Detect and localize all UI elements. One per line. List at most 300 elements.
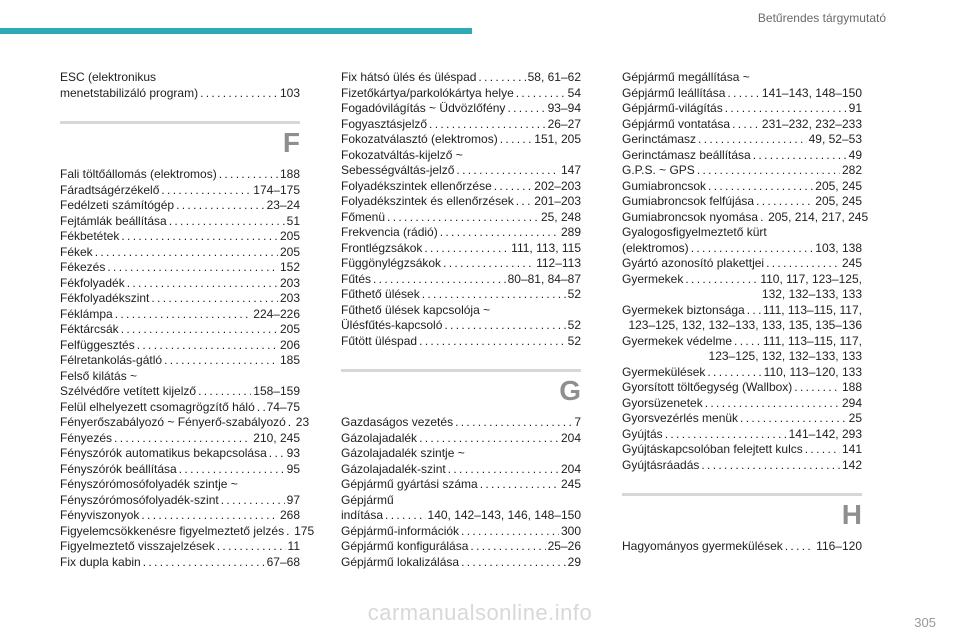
index-entry-label: Gerinctámasz [622,132,697,146]
leader-dots [286,524,292,540]
index-entry-pages: 245 [841,256,862,270]
index-entry-row [622,442,862,458]
leader-dots [217,539,286,555]
index-entry-pages: 23 [295,415,310,429]
index-entry-pages: 52 [567,287,581,301]
index-entry-pages: 147 [560,163,581,177]
index-entry [60,508,300,524]
index-entry-heading: Fényszórómosófolyadék szintje ~ [60,477,238,491]
leader-dots [470,539,545,555]
leader-dots [734,334,761,350]
leader-dots [424,241,509,257]
index-entry-row [60,86,300,102]
index-entry [622,86,862,102]
index-entry-row [60,539,300,555]
index-entry-row [622,179,862,195]
index-entry-heading: Gyalogosfigyelmeztető kürt [622,225,767,239]
leader-dots [288,415,294,431]
index-entry [60,322,300,338]
index-entry [622,334,862,365]
index-entry-label: Fogadóvilágítás ~ Üdvözlőfény [341,101,506,115]
index-entry [341,179,581,195]
index-entry-pages: 54 [567,85,581,100]
index-entry [341,477,581,493]
index-entry-pages: 80–81, 84–87 [507,271,581,286]
leader-dots [691,241,814,257]
index-entry-label: Fizetőkártya/parkolókártya helye [341,85,514,100]
index-entry-pages: 93 [286,446,300,460]
index-entry [60,338,300,354]
leader-dots [219,167,278,183]
index-entry-label: Gyújtásráadás [622,457,700,472]
index-entry [622,427,862,443]
leader-dots [794,380,840,396]
index-entry-row [341,431,581,447]
index-column-2 [341,70,581,570]
index-entry-row [60,260,300,276]
index-entry [60,198,300,214]
index-entry-row [341,272,581,288]
index-entry [60,446,300,462]
leader-dots [461,524,559,540]
index-entry-label: Fokozatválasztó (elektromos) [341,132,498,146]
index-entry-row [341,334,581,350]
index-entry-pages: 206 [279,337,300,352]
index-entry-label: Gépjármű leállítása [622,85,726,100]
index-entry [622,209,869,226]
leader-dots [740,411,847,427]
index-entry [60,539,300,555]
index-entry-pages: 111, 113, 115 [511,240,581,255]
index-column-1 [60,70,315,570]
index-entry-heading: Gépjármű [341,492,394,507]
index-entry-row [60,229,300,245]
index-entry [341,493,581,524]
index-entry [622,442,862,458]
index-entry-row [622,411,862,427]
leader-dots [176,198,265,214]
leader-dots [95,245,278,261]
index-entry-label: Szélvédőre vetített kijelző [60,384,197,398]
index-entry-label: Félretankolás-gátló [60,353,163,367]
index-entry-row [60,493,300,509]
leader-dots [387,210,539,226]
index-entry-pages: 25 [848,411,862,425]
index-entry-row [60,353,300,369]
index-entry [60,400,300,416]
index-entry-label: Féklámpa [60,306,113,321]
leader-dots [507,101,545,117]
index-entry-pages: 210, 245 [253,430,300,445]
index-entry-pages: 202–203 [534,178,581,193]
index-entry-label: Gázolajadalék [341,430,418,445]
index-entry-row [341,179,581,195]
index-entry-label: Gazdaságos vezetés [341,415,454,429]
index-entry-label: Függönylégzsákok [341,256,442,270]
index-entry [60,167,300,183]
header-accent-bar [0,28,472,34]
index-entry-label: Fényszórók beállítása [60,461,177,476]
leader-dots [114,431,251,447]
index-entry-label: Gépjármű lokalizálása [341,554,460,569]
index-entry-label: Gépjármű-információk [341,523,460,538]
index-entry-pages: 245 [560,477,581,491]
index-entry [60,415,310,431]
index-entry-label: Fényszórók automatikus bekapcsolása [60,446,267,460]
index-entry-label: (elektromos) [622,240,689,255]
index-entry-label: Gépjármű gyártási száma [341,477,478,491]
index-entry [60,70,300,101]
index-entry-label: Fényszórómosófolyadék-szint [60,492,219,507]
index-entry-row [341,256,581,272]
index-entry [341,101,581,117]
index-entry-pages: 91 [848,101,862,115]
index-entry [622,70,862,86]
index-entry-label: Ülésfűtés-kapcsoló [341,318,443,332]
leader-dots [419,334,566,350]
index-entry-row [341,477,581,493]
leader-dots [698,132,807,148]
index-entry [341,256,581,272]
index-entry-pages: 185 [279,353,300,367]
index-entry-row [341,194,581,210]
index-entry-row [622,458,862,474]
leader-dots [373,272,506,288]
index-entry [341,132,581,148]
leader-dots [257,400,265,416]
index-entry-label: Gyártó azonosító plakettjei [622,256,765,270]
index-entry-pages: 231–232, 232–233 [761,116,862,131]
index-entry-label: Gerinctámasz beállítása [622,147,751,162]
index-entry-row [341,101,581,117]
index-entry-pages: 205, 245 [815,194,862,208]
leader-dots [480,477,559,493]
index-entry [60,369,300,400]
leader-dots [785,539,814,555]
index-entry-label: Fékezés [60,260,106,274]
index-entry-row [60,384,300,400]
index-entry-label: Gépjármű vontatása [622,116,731,131]
index-entry [60,555,300,571]
index-entry-label: Figyelemcsökkenésre figyelmeztető jelzés [60,523,285,538]
index-entry-pages: 268 [279,508,300,522]
index-entry-label: Gyújtáskapcsolóban felejtett kulcs [622,442,803,456]
index-entry [341,225,581,241]
index-entry [622,539,862,555]
leader-dots [455,415,572,431]
index-entry-row [622,303,862,319]
index-entry-pages: 93–94 [547,101,581,115]
index-entry-row [341,70,581,86]
leader-dots [685,272,758,288]
leader-dots [727,86,760,102]
index-entry-label: Fényviszonyok [60,508,140,522]
index-entry-pages: 175 [294,523,315,538]
index-entry-row [60,555,300,571]
section-divider [60,121,300,161]
index-entry [622,272,862,303]
index-entry-pages: 203 [279,291,300,305]
section-divider [622,493,862,533]
index-entry-label: Gázolajadalék-szint [341,461,446,476]
leader-dots [151,291,278,307]
index-entry-row [622,101,862,117]
index-entry-pages: 51 [286,213,300,228]
leader-dots [756,194,813,210]
index-entry-row [622,148,862,164]
index-entry-pages: 289 [560,225,581,239]
index-entry-pages: 74–75 [266,399,300,414]
index-entry-pages: 103 [279,85,300,100]
index-entry [341,148,581,179]
index-entry-pages: 23–24 [266,198,300,212]
leader-dots [121,322,278,338]
index-entry [60,229,300,245]
leader-dots [760,210,766,226]
index-entry-row [60,508,300,524]
index-entry-pages-continued: 123–125, 132, 132–133, 133, 135, 135–136 [628,318,862,332]
index-entry-label: Frontlégzsákok [341,240,423,255]
index-entry-row [60,322,300,338]
index-entry-pages: 112–113 [536,256,581,270]
index-entry [622,163,862,179]
leader-dots [141,508,278,524]
index-entry-row [622,86,862,102]
leader-dots [419,431,559,447]
index-entry-pages: 140, 142–143, 146, 148–150 [427,508,581,522]
index-entry-pages: 52 [567,333,581,348]
index-entry [341,241,581,257]
leader-dots [747,303,761,319]
index-entry-heading: Gázolajadalék szintje ~ [341,446,465,460]
index-entry-pages: 49 [848,147,862,162]
index-entry [60,291,300,307]
section-letter: G [559,375,581,406]
index-entry-pages: 110, 113–120, 133 [763,364,862,379]
index-entry [341,446,581,477]
index-entry-row [60,245,300,261]
index-entry-label: Gépjármű-világítás [622,101,723,115]
index-entry-row [341,225,581,241]
index-entry-label: Gumiabroncsok felfújása [622,194,755,208]
index-entry-label: Fix dupla kabin [60,554,141,569]
index-entry [622,380,862,396]
index-entry-pages: 188 [841,380,862,394]
leader-dots [665,427,787,443]
index-entry [622,396,862,412]
index-entry [341,70,581,86]
leader-dots [753,148,847,164]
index-entry-label: Fékek [60,244,93,259]
leader-dots [115,307,252,323]
index-entry-pages: 25–26 [547,539,581,553]
index-entry-heading: Fokozatváltás-kijelző ~ [341,147,463,162]
index-entry-pages: 205, 214, 217, 245 [768,209,869,224]
index-entry-heading: ESC (elektronikus [60,70,157,84]
index-entry [60,462,300,478]
page-number: 305 [914,615,936,630]
index-entry-row [60,291,300,307]
index-entry-heading: Felső kilátás ~ [60,368,138,383]
index-entry-row [341,462,581,478]
index-entry-row [622,539,862,555]
index-entry [60,183,300,199]
index-entry-row [60,415,310,431]
index-entry-row [60,431,300,447]
index-entry-label: Fékfolyadék [60,275,125,290]
index-entry-label: Hagyományos gyermekülések [622,539,783,553]
index-entry-row [60,307,300,323]
index-entry [60,260,300,276]
index-entry-label: Frekvencia (rádió) [341,225,438,239]
index-entry [60,523,315,540]
index-entry-label: Fékfolyadékszint [60,291,150,305]
index-entry-pages: 204 [560,461,581,476]
index-entry-label: Folyadékszintek és ellenőrzések [341,194,514,208]
index-entry-label: indítása [341,508,384,522]
index-entry-pages: 205 [279,322,300,336]
index-entry-pages: 152 [279,260,300,274]
leader-dots [766,256,840,272]
index-entry-label: Fényerőszabályozó ~ Fényerő-szabályozó [60,415,286,429]
index-entry [341,117,581,133]
leader-dots [164,353,278,369]
index-entry-label: Felfüggesztés [60,337,135,352]
index-entry-row [341,117,581,133]
index-entry [622,194,862,210]
index-entry-pages: 158–159 [253,384,300,398]
index-entry-label: Gépjármű megállítása ~ [622,70,750,84]
index-entry-label: Fűtött üléspad [341,333,418,348]
leader-dots [443,256,534,272]
index-entry-label: Fali töltőállomás (elektromos) [60,167,217,181]
leader-dots [805,442,840,458]
leader-dots [500,132,533,148]
index-entry [622,411,862,427]
index-entry-label: Gyermekek biztonsága [622,302,745,317]
leader-dots [385,508,425,524]
index-entry-label: Fényezés [60,430,113,445]
index-entry-row [341,524,581,540]
index-entry [341,303,581,334]
index-entry-row [60,276,300,292]
index-entry-row [341,318,581,334]
index-entry-pages: 282 [841,163,862,177]
index-entry-row [60,214,300,230]
index-entry-pages: 111, 113–115, 117, [763,333,862,348]
index-entry [60,431,300,447]
leader-dots [461,555,566,571]
leader-dots [143,555,265,571]
index-entry-label: Fedélzeti számítógép [60,198,175,212]
index-entry-row [341,132,581,148]
index-entry-row [622,365,862,381]
section-letter: F [282,127,300,158]
leader-dots [705,396,840,412]
index-entry [622,132,862,148]
index-entry-row [341,287,581,303]
index-entry [60,245,300,261]
leader-dots [456,163,559,179]
index-column-3 [622,70,869,555]
leader-dots [516,86,566,102]
leader-dots [107,260,278,276]
index-entry-pages: 203 [279,275,300,290]
section-rule [622,493,862,496]
index-entry-row [60,446,300,462]
index-entry [622,225,862,256]
index-entry-row [622,272,862,288]
index-entry-pages: 224–226 [253,306,300,321]
leader-dots [221,493,285,509]
index-entry-row [622,209,869,226]
index-entry-pages: 103, 138 [815,240,862,255]
index-entry-row [622,70,862,86]
index-entry-pages: 294 [841,395,862,410]
index-entry-label: menetstabilizáló program) [60,85,199,100]
index-entry-label: Gyújtás [622,426,663,441]
index-entry-row [622,427,862,443]
index-entry-label: Fékbetétek [60,229,120,243]
index-entry [341,86,581,102]
index-entry-label: Gyermekek védelme [622,333,733,348]
section-letter: H [841,499,862,530]
leader-dots [444,318,565,334]
leader-dots [707,365,761,381]
leader-dots [697,163,840,179]
leader-dots [422,287,566,303]
index-entry [341,272,581,288]
index-entry-label: Gumiabroncsok [622,178,707,193]
index-entry [622,303,862,334]
section-divider [341,369,581,409]
index-entry-label: Gyorsított töltőegység (Wallbox) [622,380,793,394]
index-entry-label: Féktárcsák [60,322,119,336]
index-entry-pages: 205, 245 [815,178,862,193]
index-entry-label: Fogyasztásjelző [341,116,428,131]
index-entry-row [622,334,862,350]
index-entry [622,101,862,117]
index-entry-pages: 205 [279,229,300,243]
index-entry-pages: 174–175 [253,182,300,197]
section-rule [341,369,581,372]
index-entry-label: Gyorsüzenetek [622,395,703,410]
leader-dots [732,117,760,133]
index-entry-label: Gumiabroncsok nyomása [622,209,759,224]
leader-dots [440,225,559,241]
index-entry-pages: 205 [279,244,300,259]
leader-dots [494,179,533,195]
leader-dots [429,117,546,133]
leader-dots [478,70,525,86]
index-entry-pages-continued: 123–125, 132, 132–133, 133 [708,349,862,363]
index-entry-row [622,380,862,396]
index-entry-pages: 204 [560,430,581,445]
index-entry-pages: 151, 205 [534,132,581,146]
index-entry-label: Folyadékszintek ellenőrzése [341,178,492,193]
page-header-title: Betűrendes tárgymutató [757,11,886,25]
index-entry [60,276,300,292]
section-rule [60,121,300,124]
leader-dots [198,384,251,400]
index-entry-row [60,167,300,183]
index-entry-row [622,117,862,133]
leader-dots [161,183,251,199]
leader-dots [137,338,278,354]
index-entry-label: Sebességváltás-jelző [341,163,455,177]
watermark: carmanualsonline.info [367,600,593,625]
index-entry-pages: 300 [560,523,581,538]
